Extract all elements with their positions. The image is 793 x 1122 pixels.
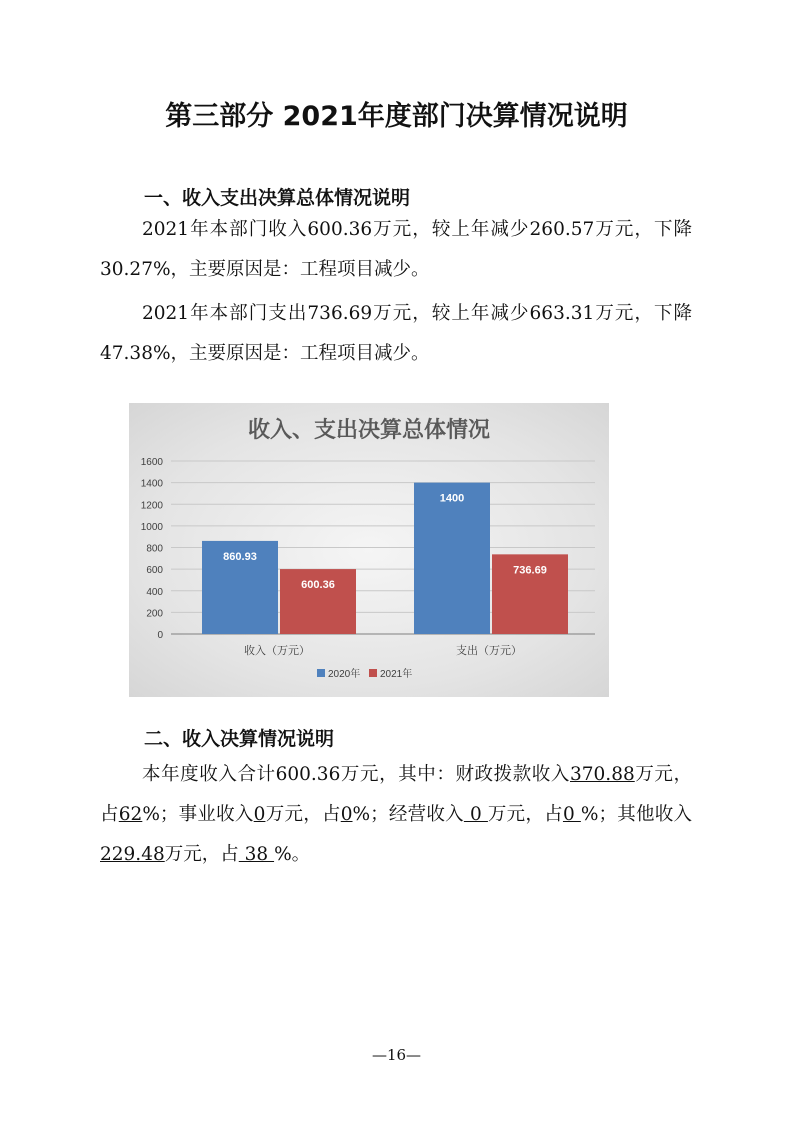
business-income-percent: 0 — [340, 804, 353, 825]
income-summary-paragraph: 2021年本部门收入600.36万元，较上年减少260.57万元，下降30.27%，主要原因是：工程项目减少。 — [100, 219, 692, 280]
bar-data-label: 860.93 — [223, 550, 257, 563]
x-category-label: 收入（万元） — [244, 645, 310, 657]
page-title: 第三部分 2021年度部门决算情况说明 — [165, 101, 628, 132]
expense-summary-paragraph: 2021年本部门支出736.69万元，较上年减少663.31万元，下降47.38%，主要原因是：工程项目减少。 — [100, 303, 692, 364]
y-tick-label: 0 — [157, 630, 163, 641]
y-tick-label: 400 — [146, 586, 163, 598]
fiscal-income-percent: 62 — [118, 804, 143, 825]
section2-heading: 二、收入决算情况说明 — [144, 728, 335, 750]
text-segment: 万元，占 — [487, 804, 563, 825]
legend-swatch — [317, 669, 325, 677]
legend-label: 2020年 — [328, 669, 361, 680]
operating-income-percent: 0 — [562, 804, 581, 825]
page-number: —16— — [371, 1046, 422, 1064]
y-tick-label: 1200 — [140, 500, 163, 512]
text-segment: %。 — [274, 844, 311, 865]
y-tick-label: 1600 — [140, 457, 163, 468]
text-segment: 万元，占 — [100, 764, 692, 825]
bar-data-label: 600.36 — [301, 579, 335, 592]
bar-2020 — [414, 483, 490, 634]
income-expense-chart — [129, 403, 609, 697]
other-income-value: 229.48 — [100, 844, 165, 865]
legend-swatch — [369, 669, 377, 677]
bar-data-label: 736.69 — [513, 564, 547, 577]
bar-data-label: 1400 — [439, 492, 465, 505]
y-tick-label: 1400 — [140, 478, 163, 490]
operating-income-value: 0 — [463, 804, 488, 825]
text-segment: %；经营收入 — [352, 804, 464, 825]
y-tick-label: 800 — [146, 543, 163, 555]
y-tick-label: 600 — [146, 565, 163, 577]
other-income-percent: 38 — [238, 844, 275, 865]
fiscal-income-value: 370.88 — [570, 764, 635, 785]
text-segment: %；其他收入 — [580, 804, 692, 825]
text-segment: 万元，占 — [265, 804, 341, 825]
chart-title: 收入、支出决算总体情况 — [247, 417, 491, 442]
text-segment: 本年度收入合计600.36万元，其中：财政拨款收入 — [142, 764, 570, 785]
text-segment: 万元，占 — [164, 844, 239, 865]
section1-heading: 一、收入支出决算总体情况说明 — [144, 187, 411, 209]
chart-canvas — [129, 403, 609, 697]
legend-label: 2021年 — [380, 669, 413, 680]
y-tick-label: 1000 — [140, 521, 163, 533]
income-detail-paragraph — [100, 755, 692, 875]
text-segment: %；事业收入 — [142, 804, 254, 825]
x-category-label: 支出（万元） — [456, 645, 522, 657]
y-tick-label: 200 — [146, 608, 163, 620]
business-income-value: 0 — [253, 804, 266, 825]
